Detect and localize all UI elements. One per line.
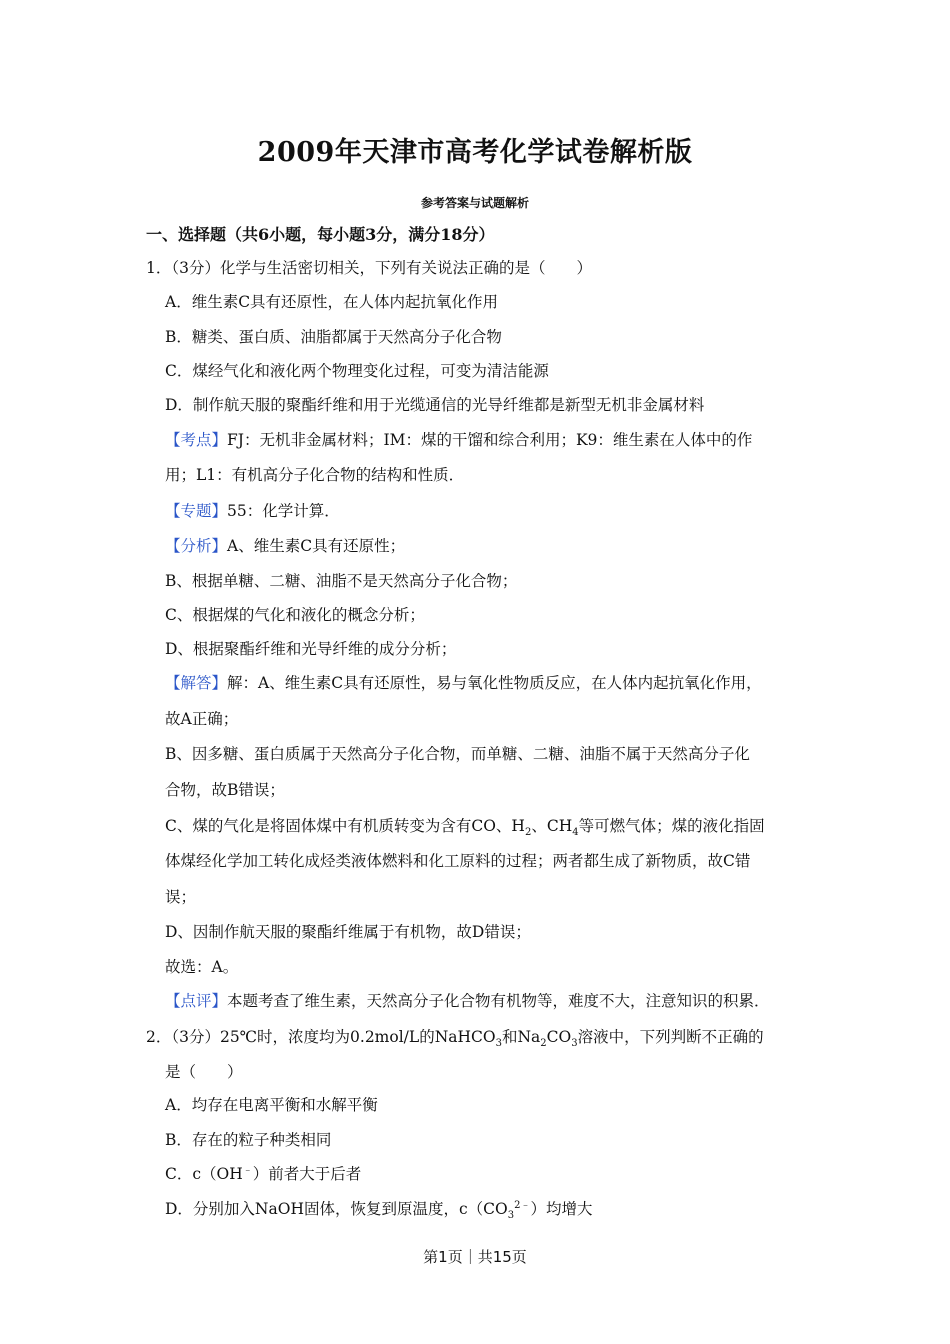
- jieda-line-7: 误；: [165, 888, 197, 906]
- page-title: 2009年天津市高考化学试卷解析版: [257, 137, 693, 168]
- jieda-line-8: D、因制作航天服的聚酯纤维属于有机物，故D错误；: [165, 923, 531, 941]
- question-1-option-c: C．煤经气化和液化两个物理变化过程，可变为清洁能源: [165, 362, 549, 380]
- fenxi-line-c: C、根据煤的气化和液化的概念分析；: [165, 606, 425, 624]
- jieda-line-1: 【解答】解：A、维生素C具有还原性，易与氧化性物质反应，在人体内起抗氧化作用，: [165, 674, 762, 692]
- dianping-tag: 【点评】: [165, 992, 228, 1010]
- kaodian-line-1: 【考点】FJ：无机非金属材料；IM：煤的干馏和综合利用；K9：维生素在人体中的作: [165, 431, 753, 449]
- fenxi-line-a: 【分析】A、维生素C具有还原性；: [165, 537, 406, 555]
- jieda-line-3: B、因多糖、蛋白质属于天然高分子化合物，而单糖、二糖、油脂不属于天然高分子化: [165, 745, 750, 763]
- section-heading: 一、选择题（共6小题，每小题3分，满分18分）: [146, 225, 495, 244]
- jieda-line-2: 故A正确；: [165, 710, 239, 728]
- question-2-option-c: C．c（OH﹣）前者大于后者: [165, 1164, 362, 1183]
- jieda-line-5: C、煤的气化是将固体煤中有机质转变为含有CO、$H_2$、$CH_4$等可燃气体；煤的液化指固: [165, 817, 765, 839]
- dianping-line: 【点评】本题考查了维生素，天然高分子化合物有机物等，难度不大，注意知识的积累．: [165, 992, 770, 1010]
- question-2-stem-line-2: 是（ ）: [165, 1063, 243, 1081]
- question-1-option-d: D．制作航天服的聚酯纤维和用于光缆通信的光导纤维都是新型无机非金属材料: [165, 396, 705, 414]
- question-1-option-a: A．维生素C具有还原性，在人体内起抗氧化作用: [165, 293, 499, 311]
- jieda-tag: 【解答】: [165, 674, 228, 692]
- question-2-option-a: A．均存在电离平衡和水解平衡: [165, 1096, 378, 1114]
- kaodian-tag: 【考点】: [165, 431, 228, 449]
- fenxi-line-b: B、根据单糖、二糖、油脂不是天然高分子化合物；: [165, 572, 518, 590]
- question-2-stem-line-1: 2．（3分）25℃时，浓度均为0.2mol/L的NaHCO$_3$和$Na_2CO_3$溶液中，下列判断不正确的: [146, 1028, 764, 1050]
- question-1-option-b: B．糖类、蛋白质、油脂都属于天然高分子化合物: [165, 328, 502, 346]
- question-1-stem: 1．（3分）化学与生活密切相关，下列有关说法正确的是（ ）: [146, 259, 592, 277]
- zhuanti-tag: 【专题】: [165, 502, 228, 520]
- fenxi-tag: 【分析】: [165, 537, 228, 555]
- jieda-line-6: 体煤经化学加工转化成烃类液体燃料和化工原料的过程；两者都生成了新物质，故C错: [165, 852, 751, 870]
- jieda-line-9: 故选：A。: [165, 958, 239, 976]
- jieda-line-4: 合物，故B错误；: [165, 781, 285, 799]
- page-subtitle: 参考答案与试题解析: [420, 196, 529, 210]
- zhuanti-line: 【专题】55：化学计算．: [165, 502, 340, 520]
- fenxi-line-d: D、根据聚酯纤维和光导纤维的成分分析；: [165, 640, 457, 658]
- kaodian-line-2: 用；L1：有机高分子化合物的结构和性质．: [165, 466, 465, 484]
- question-2-option-b: B．存在的粒子种类相同: [165, 1131, 332, 1149]
- page-footer: 第1页｜共15页: [423, 1248, 527, 1266]
- question-2-option-d: D．分别加入NaOH固体，恢复到原温度，$c(CO_3^{2﹣})$均增大: [165, 1199, 593, 1222]
